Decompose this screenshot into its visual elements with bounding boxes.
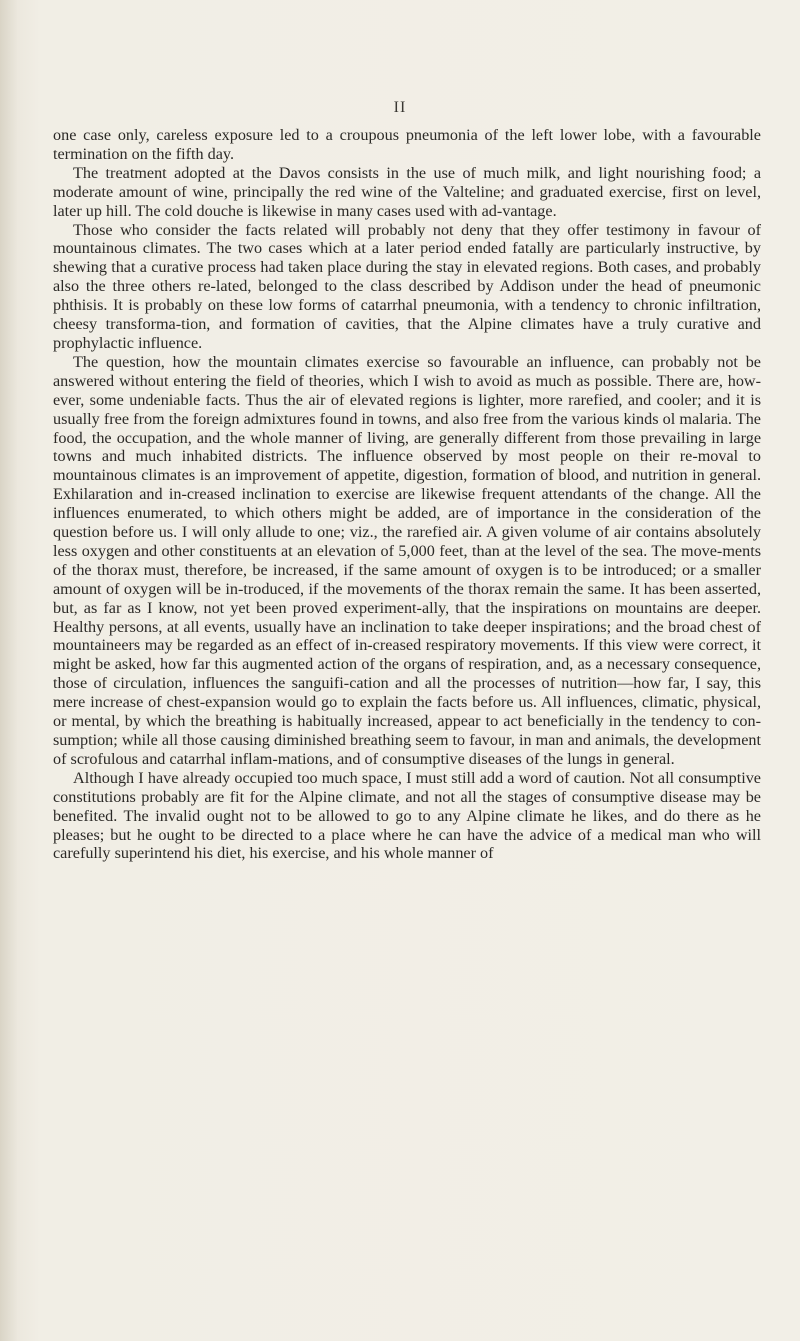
page-number: II: [393, 99, 407, 116]
paragraph-2: The treatment adopted at the Davos consists in the use of much milk, and light nourishing food; a moderate amount of wine, principally the red wine of the Valteline; and graduated exercise, first on level, later up hill. The cold douche is likewise in many cases used with ad-vantage.: [53, 163, 761, 220]
paragraph-1: one case only, careless exposure led to a croupous pneumonia of the left lower lobe, with a favourable termination on the fifth day.: [53, 126, 761, 163]
body-text: [53, 126, 761, 863]
paragraph-4: The question, how the mountain climates exercise so favourable an influence, can probably not be answered without entering the field of theories, which I wish to avoid as much as possible. There are, how-ever, some undeniable facts. Thus the air of elevated regions is lighter, more rarefied, and cooler; and it is usually free from the foreign admixtures found in towns, and also free from the various kinds ol malaria. The food, the occupation, and the whole manner of living, are generally different from those prevailing in large towns and much inhabited districts. The influence observed by most people on their re-moval to mountainous climates is an improvement of appetite, digestion, formation of blood, and nutrition in general. Exhilaration and in-creased inclination to exercise are likewise frequent attendants of the change. All the influences enumerated, to which others might be added, are of importance in the consideration of the question before us. I will only allude to one; viz., the rarefied air. A given volume of air contains absolutely less oxygen and other constituents at an elevation of 5,000 feet, than at the level of the sea. The move-ments of the thorax must, therefore, be increased, if the same amount of oxygen is to be introduced; or a smaller amount of oxygen will be in-troduced, if the movements of the thorax remain the same. It has been asserted, but, as far as I know, not yet been proved experiment-ally, that the inspirations on mountains are deeper. Healthy persons, at all events, usually have an inclination to take deeper inspirations; and the broad chest of mountaineers may be regarded as an effect of in-creased respiratory movements. If this view were correct, it might be asked, how far this augmented action of the organs of respiration, and, as a necessary consequence, those of circulation, influences the sanguifi-cation and all the processes of nutrition—how far, I say, this mere increase of chest-expansion would go to explain the facts before us. All influences, climatic, physical, or mental, by which the breathing is habitually increased, appear to act beneficially in the tendency to con-sumption; while all those causing diminished breathing seem to favour, in man and animals, the development of scrofulous and catarrhal inflam-mations, and of consumptive diseases of the lungs in general.: [53, 352, 761, 768]
paragraph-3: Those who consider the facts related will probably not deny that they offer testimony in favour of mountainous climates. The two cases which at a later period ended fatally are particularly instructive, by shewing that a curative process had taken place during the stay in elevated regions. Both cases, and probably also the three others re-lated, belonged to the class described by Addison under the head of pneumonic phthisis. It is probably on these low forms of catarrhal pneumonia, with a tendency to chronic infiltration, cheesy transforma-tion, and formation of cavities, that the Alpine climates have a truly curative and prophylactic influence.: [53, 220, 761, 352]
paragraph-5: Although I have already occupied too much space, I must still add a word of caution. Not all consumptive constitutions probably are fit for the Alpine climate, and not all the stages of consumptive disease may be benefited. The invalid ought not to be allowed to go to any Alpine climate he likes, and do there as he pleases; but he ought to be directed to a place where he can have the advice of a medical man who will carefully superintend his diet, his exercise, and his whole manner of: [53, 768, 761, 863]
